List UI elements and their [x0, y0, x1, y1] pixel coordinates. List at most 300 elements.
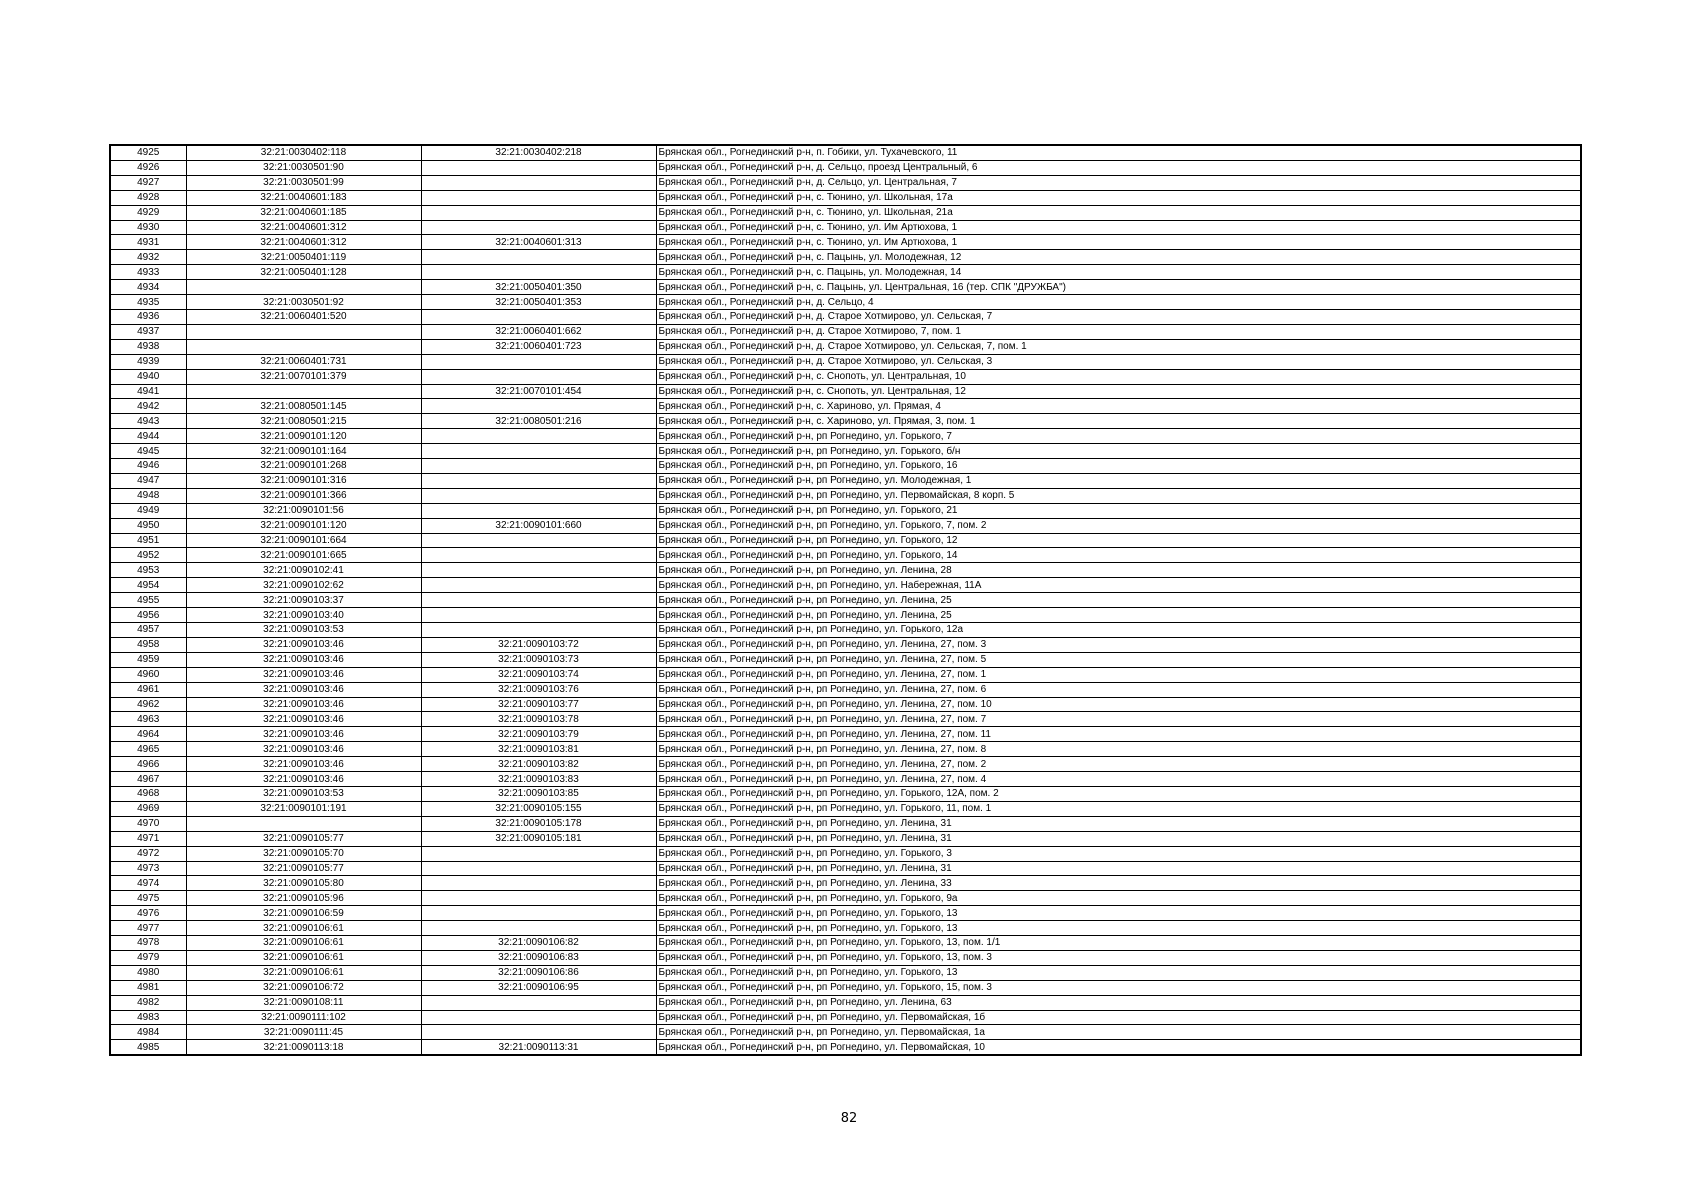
- cadastral-number-cell: 32:21:0030501:99: [186, 175, 421, 190]
- table-row: [110, 518, 1581, 533]
- address-cell: Брянская обл., Рогнединский р-н, с. Пацынь, ул. Центральная, 16 (тер. СПК "ДРУЖБА"): [656, 280, 1581, 295]
- cadastral-number-cell: 32:21:0080501:215: [186, 414, 421, 429]
- row-number-cell: 4926: [110, 160, 186, 175]
- row-number-cell: 4984: [110, 1025, 186, 1040]
- row-number-cell: 4962: [110, 697, 186, 712]
- object-number-cell: 32:21:0090105:178: [421, 816, 656, 831]
- address-cell: Брянская обл., Рогнединский р-н, рп Рогнедино, ул. Горького, 13: [656, 921, 1581, 936]
- table-row: [110, 980, 1581, 995]
- object-number-cell: [421, 160, 656, 175]
- cadastral-number-cell: 32:21:0090101:120: [186, 429, 421, 444]
- cadastral-number-cell: 32:21:0040601:185: [186, 205, 421, 220]
- cadastral-number-cell: 32:21:0090103:37: [186, 593, 421, 608]
- table-row: [110, 1025, 1581, 1040]
- object-number-cell: 32:21:0050401:353: [421, 295, 656, 310]
- row-number-cell: 4965: [110, 742, 186, 757]
- address-cell: Брянская обл., Рогнединский р-н, рп Рогнедино, ул. Горького, 12а: [656, 623, 1581, 638]
- address-cell: Брянская обл., Рогнединский р-н, рп Рогнедино, ул. Ленина, 27, пом. 4: [656, 772, 1581, 787]
- object-number-cell: [421, 548, 656, 563]
- row-number-cell: 4967: [110, 772, 186, 787]
- object-number-cell: [421, 891, 656, 906]
- registry-table-body: [110, 145, 1581, 1055]
- cadastral-number-cell: 32:21:0090105:80: [186, 876, 421, 891]
- row-number-cell: 4952: [110, 548, 186, 563]
- table-row: [110, 429, 1581, 444]
- object-number-cell: [421, 578, 656, 593]
- table-row: [110, 831, 1581, 846]
- address-cell: Брянская обл., Рогнединский р-н, рп Рогнедино, ул. Ленина, 28: [656, 563, 1581, 578]
- object-number-cell: [421, 906, 656, 921]
- cadastral-number-cell: 32:21:0090103:46: [186, 637, 421, 652]
- row-number-cell: 4972: [110, 846, 186, 861]
- table-row: [110, 488, 1581, 503]
- object-number-cell: 32:21:0070101:454: [421, 384, 656, 399]
- table-row: [110, 295, 1581, 310]
- cadastral-number-cell: 32:21:0090106:61: [186, 936, 421, 951]
- table-row: [110, 742, 1581, 757]
- address-cell: Брянская обл., Рогнединский р-н, рп Рогнедино, ул. Ленина, 27, пом. 1: [656, 667, 1581, 682]
- table-row: [110, 503, 1581, 518]
- object-number-cell: [421, 473, 656, 488]
- table-row: [110, 160, 1581, 175]
- row-number-cell: 4939: [110, 354, 186, 369]
- address-cell: Брянская обл., Рогнединский р-н, с. Пацынь, ул. Молодежная, 14: [656, 265, 1581, 280]
- cadastral-number-cell: 32:21:0030402:118: [186, 145, 421, 160]
- table-row: [110, 280, 1581, 295]
- object-number-cell: [421, 265, 656, 280]
- address-cell: Брянская обл., Рогнединский р-н, с. Хариново, ул. Прямая, 4: [656, 399, 1581, 414]
- cadastral-number-cell: 32:21:0090103:46: [186, 712, 421, 727]
- object-number-cell: 32:21:0050401:350: [421, 280, 656, 295]
- row-number-cell: 4960: [110, 667, 186, 682]
- row-number-cell: 4946: [110, 459, 186, 474]
- row-number-cell: 4945: [110, 444, 186, 459]
- cadastral-number-cell: 32:21:0090103:46: [186, 667, 421, 682]
- table-row: [110, 473, 1581, 488]
- cadastral-number-cell: 32:21:0090103:46: [186, 727, 421, 742]
- table-row: [110, 682, 1581, 697]
- object-number-cell: 32:21:0080501:216: [421, 414, 656, 429]
- address-cell: Брянская обл., Рогнединский р-н, рп Рогнедино, ул. Горького, 13: [656, 906, 1581, 921]
- row-number-cell: 4931: [110, 235, 186, 250]
- row-number-cell: 4982: [110, 995, 186, 1010]
- address-cell: Брянская обл., Рогнединский р-н, рп Рогнедино, ул. Ленина, 27, пом. 3: [656, 637, 1581, 652]
- cadastral-number-cell: 32:21:0090106:59: [186, 906, 421, 921]
- object-number-cell: 32:21:0090103:72: [421, 637, 656, 652]
- row-number-cell: 4942: [110, 399, 186, 414]
- object-number-cell: [421, 369, 656, 384]
- cadastral-number-cell: 32:21:0090103:46: [186, 742, 421, 757]
- cadastral-number-cell: 32:21:0090103:53: [186, 786, 421, 801]
- cadastral-number-cell: 32:21:0040601:312: [186, 220, 421, 235]
- row-number-cell: 4956: [110, 608, 186, 623]
- table-row: [110, 235, 1581, 250]
- object-number-cell: [421, 444, 656, 459]
- cadastral-number-cell: 32:21:0040601:312: [186, 235, 421, 250]
- table-row: [110, 593, 1581, 608]
- address-cell: Брянская обл., Рогнединский р-н, рп Рогнедино, ул. Горького, 21: [656, 503, 1581, 518]
- cadastral-number-cell: 32:21:0060401:520: [186, 309, 421, 324]
- table-row: [110, 652, 1581, 667]
- address-cell: Брянская обл., Рогнединский р-н, рп Рогнедино, ул. Ленина, 27, пом. 5: [656, 652, 1581, 667]
- cadastral-number-cell: 32:21:0090103:46: [186, 697, 421, 712]
- table-row: [110, 444, 1581, 459]
- table-row: [110, 399, 1581, 414]
- object-number-cell: [421, 309, 656, 324]
- row-number-cell: 4955: [110, 593, 186, 608]
- object-number-cell: 32:21:0090103:73: [421, 652, 656, 667]
- cadastral-number-cell: 32:21:0090101:56: [186, 503, 421, 518]
- table-row: [110, 190, 1581, 205]
- object-number-cell: [421, 399, 656, 414]
- address-cell: Брянская обл., Рогнединский р-н, рп Рогнедино, ул. Горького, 15, пом. 3: [656, 980, 1581, 995]
- row-number-cell: 4970: [110, 816, 186, 831]
- table-row: [110, 906, 1581, 921]
- table-row: [110, 846, 1581, 861]
- object-number-cell: 32:21:0040601:313: [421, 235, 656, 250]
- table-row: [110, 250, 1581, 265]
- object-number-cell: 32:21:0090103:78: [421, 712, 656, 727]
- cadastral-number-cell: 32:21:0090102:62: [186, 578, 421, 593]
- row-number-cell: 4974: [110, 876, 186, 891]
- table-row: [110, 354, 1581, 369]
- row-number-cell: 4930: [110, 220, 186, 235]
- registry-table: [109, 144, 1582, 1056]
- row-number-cell: 4964: [110, 727, 186, 742]
- row-number-cell: 4932: [110, 250, 186, 265]
- cadastral-number-cell: 32:21:0090101:664: [186, 533, 421, 548]
- object-number-cell: 32:21:0090103:76: [421, 682, 656, 697]
- table-row: [110, 205, 1581, 220]
- address-cell: Брянская обл., Рогнединский р-н, рп Рогнедино, ул. Ленина, 31: [656, 816, 1581, 831]
- row-number-cell: 4973: [110, 861, 186, 876]
- address-cell: Брянская обл., Рогнединский р-н, рп Рогнедино, ул. Первомайская, 8 корп. 5: [656, 488, 1581, 503]
- table-row: [110, 578, 1581, 593]
- row-number-cell: 4968: [110, 786, 186, 801]
- address-cell: Брянская обл., Рогнединский р-н, д. Сельцо, 4: [656, 295, 1581, 310]
- cadastral-number-cell: [186, 384, 421, 399]
- address-cell: Брянская обл., Рогнединский р-н, рп Рогнедино, ул. Набережная, 11А: [656, 578, 1581, 593]
- row-number-cell: 4969: [110, 801, 186, 816]
- address-cell: Брянская обл., Рогнединский р-н, д. Старое Хотмирово, ул. Сельская, 7: [656, 309, 1581, 324]
- table-row: [110, 309, 1581, 324]
- object-number-cell: [421, 593, 656, 608]
- object-number-cell: 32:21:0090106:82: [421, 936, 656, 951]
- cadastral-number-cell: [186, 280, 421, 295]
- object-number-cell: 32:21:0060401:662: [421, 324, 656, 339]
- table-row: [110, 369, 1581, 384]
- address-cell: Брянская обл., Рогнединский р-н, д. Старое Хотмирово, 7, пом. 1: [656, 324, 1581, 339]
- address-cell: Брянская обл., Рогнединский р-н, рп Рогнедино, ул. Ленина, 31: [656, 861, 1581, 876]
- row-number-cell: 4961: [110, 682, 186, 697]
- object-number-cell: 32:21:0090103:83: [421, 772, 656, 787]
- table-row: [110, 697, 1581, 712]
- table-row: [110, 459, 1581, 474]
- object-number-cell: 32:21:0030402:218: [421, 145, 656, 160]
- row-number-cell: 4935: [110, 295, 186, 310]
- cadastral-number-cell: 32:21:0090105:96: [186, 891, 421, 906]
- row-number-cell: 4940: [110, 369, 186, 384]
- address-cell: Брянская обл., Рогнединский р-н, рп Рогнедино, ул. Ленина, 27, пом. 6: [656, 682, 1581, 697]
- table-row: [110, 339, 1581, 354]
- address-cell: Брянская обл., Рогнединский р-н, рп Рогнедино, ул. Ленина, 63: [656, 995, 1581, 1010]
- table-row: [110, 921, 1581, 936]
- address-cell: Брянская обл., Рогнединский р-н, с. Тюнино, ул. Школьная, 21а: [656, 205, 1581, 220]
- cadastral-number-cell: 32:21:0090106:61: [186, 921, 421, 936]
- address-cell: Брянская обл., Рогнединский р-н, рп Рогнедино, ул. Горького, 7, пом. 2: [656, 518, 1581, 533]
- cadastral-number-cell: 32:21:0090102:41: [186, 563, 421, 578]
- table-row: [110, 623, 1581, 638]
- row-number-cell: 4937: [110, 324, 186, 339]
- row-number-cell: 4963: [110, 712, 186, 727]
- row-number-cell: 4943: [110, 414, 186, 429]
- cadastral-number-cell: [186, 339, 421, 354]
- row-number-cell: 4936: [110, 309, 186, 324]
- table-row: [110, 965, 1581, 980]
- cadastral-number-cell: [186, 816, 421, 831]
- address-cell: Брянская обл., Рогнединский р-н, рп Рогнедино, ул. Горького, 9а: [656, 891, 1581, 906]
- row-number-cell: 4979: [110, 950, 186, 965]
- object-number-cell: 32:21:0090105:181: [421, 831, 656, 846]
- object-number-cell: 32:21:0090103:82: [421, 757, 656, 772]
- object-number-cell: [421, 503, 656, 518]
- address-cell: Брянская обл., Рогнединский р-н, с. Хариново, ул. Прямая, 3, пом. 1: [656, 414, 1581, 429]
- cadastral-number-cell: 32:21:0050401:119: [186, 250, 421, 265]
- table-row: [110, 950, 1581, 965]
- cadastral-number-cell: 32:21:0090106:61: [186, 965, 421, 980]
- object-number-cell: 32:21:0090103:81: [421, 742, 656, 757]
- table-row: [110, 563, 1581, 578]
- address-cell: Брянская обл., Рогнединский р-н, рп Рогнедино, ул. Первомайская, 1б: [656, 1010, 1581, 1025]
- object-number-cell: 32:21:0090106:86: [421, 965, 656, 980]
- table-row: [110, 667, 1581, 682]
- object-number-cell: [421, 488, 656, 503]
- table-row: [110, 861, 1581, 876]
- object-number-cell: 32:21:0060401:723: [421, 339, 656, 354]
- address-cell: Брянская обл., Рогнединский р-н, рп Рогнедино, ул. Ленина, 27, пом. 10: [656, 697, 1581, 712]
- address-cell: Брянская обл., Рогнединский р-н, рп Рогнедино, ул. Горького, 11, пом. 1: [656, 801, 1581, 816]
- table-row: [110, 801, 1581, 816]
- table-row: [110, 891, 1581, 906]
- table-row: [110, 876, 1581, 891]
- table-row: [110, 175, 1581, 190]
- address-cell: Брянская обл., Рогнединский р-н, рп Рогнедино, ул. Горького, б/н: [656, 444, 1581, 459]
- object-number-cell: [421, 921, 656, 936]
- table-row: [110, 727, 1581, 742]
- address-cell: Брянская обл., Рогнединский р-н, рп Рогнедино, ул. Горького, 14: [656, 548, 1581, 563]
- page-number: 82: [840, 1111, 858, 1126]
- address-cell: Брянская обл., Рогнединский р-н, д. Сельцо, ул. Центральная, 7: [656, 175, 1581, 190]
- cadastral-number-cell: 32:21:0090113:18: [186, 1040, 421, 1055]
- cadastral-number-cell: 32:21:0090105:77: [186, 831, 421, 846]
- row-number-cell: 4928: [110, 190, 186, 205]
- row-number-cell: 4947: [110, 473, 186, 488]
- object-number-cell: 32:21:0090106:83: [421, 950, 656, 965]
- address-cell: Брянская обл., Рогнединский р-н, с. Тюнино, ул. Школьная, 17а: [656, 190, 1581, 205]
- row-number-cell: 4980: [110, 965, 186, 980]
- address-cell: Брянская обл., Рогнединский р-н, рп Рогнедино, ул. Ленина, 27, пом. 8: [656, 742, 1581, 757]
- cadastral-number-cell: 32:21:0090111:45: [186, 1025, 421, 1040]
- object-number-cell: 32:21:0090101:660: [421, 518, 656, 533]
- table-row: [110, 995, 1581, 1010]
- address-cell: Брянская обл., Рогнединский р-н, д. Старое Хотмирово, ул. Сельская, 3: [656, 354, 1581, 369]
- cadastral-number-cell: 32:21:0030501:92: [186, 295, 421, 310]
- row-number-cell: 4983: [110, 1010, 186, 1025]
- address-cell: Брянская обл., Рогнединский р-н, рп Рогнедино, ул. Горького, 13, пом. 3: [656, 950, 1581, 965]
- cadastral-number-cell: 32:21:0090106:72: [186, 980, 421, 995]
- cadastral-number-cell: 32:21:0090101:366: [186, 488, 421, 503]
- table-row: [110, 936, 1581, 951]
- object-number-cell: [421, 876, 656, 891]
- row-number-cell: 4981: [110, 980, 186, 995]
- cadastral-number-cell: 32:21:0090103:46: [186, 682, 421, 697]
- row-number-cell: 4976: [110, 906, 186, 921]
- table-row: [110, 712, 1581, 727]
- row-number-cell: 4951: [110, 533, 186, 548]
- cadastral-number-cell: 32:21:0090101:120: [186, 518, 421, 533]
- address-cell: Брянская обл., Рогнединский р-н, д. Сельцо, проезд Центральный, 6: [656, 160, 1581, 175]
- object-number-cell: 32:21:0090103:79: [421, 727, 656, 742]
- object-number-cell: [421, 861, 656, 876]
- object-number-cell: [421, 608, 656, 623]
- table-row: [110, 772, 1581, 787]
- address-cell: Брянская обл., Рогнединский р-н, с. Тюнино, ул. Им Артюхова, 1: [656, 220, 1581, 235]
- cadastral-number-cell: 32:21:0040601:183: [186, 190, 421, 205]
- object-number-cell: [421, 1025, 656, 1040]
- object-number-cell: [421, 1010, 656, 1025]
- address-cell: Брянская обл., Рогнединский р-н, с. Снопоть, ул. Центральная, 12: [656, 384, 1581, 399]
- address-cell: Брянская обл., Рогнединский р-н, рп Рогнедино, ул. Горького, 13: [656, 965, 1581, 980]
- address-cell: Брянская обл., Рогнединский р-н, рп Рогнедино, ул. Первомайская, 1а: [656, 1025, 1581, 1040]
- row-number-cell: 4938: [110, 339, 186, 354]
- table-row: [110, 757, 1581, 772]
- cadastral-number-cell: 32:21:0090105:70: [186, 846, 421, 861]
- object-number-cell: [421, 250, 656, 265]
- row-number-cell: 4959: [110, 652, 186, 667]
- object-number-cell: [421, 563, 656, 578]
- object-number-cell: [421, 175, 656, 190]
- object-number-cell: 32:21:0090103:77: [421, 697, 656, 712]
- address-cell: Брянская обл., Рогнединский р-н, рп Рогнедино, ул. Горького, 3: [656, 846, 1581, 861]
- address-cell: Брянская обл., Рогнединский р-н, рп Рогнедино, ул. Ленина, 33: [656, 876, 1581, 891]
- cadastral-number-cell: 32:21:0090101:164: [186, 444, 421, 459]
- table-row: [110, 145, 1581, 160]
- cadastral-number-cell: 32:21:0080501:145: [186, 399, 421, 414]
- object-number-cell: [421, 995, 656, 1010]
- cadastral-number-cell: 32:21:0090103:53: [186, 623, 421, 638]
- cadastral-number-cell: 32:21:0090101:191: [186, 801, 421, 816]
- object-number-cell: 32:21:0090113:31: [421, 1040, 656, 1055]
- cadastral-number-cell: 32:21:0090108:11: [186, 995, 421, 1010]
- table-row: [110, 414, 1581, 429]
- table-row: [110, 786, 1581, 801]
- row-number-cell: 4927: [110, 175, 186, 190]
- row-number-cell: 4978: [110, 936, 186, 951]
- row-number-cell: 4950: [110, 518, 186, 533]
- row-number-cell: 4944: [110, 429, 186, 444]
- row-number-cell: 4958: [110, 637, 186, 652]
- address-cell: Брянская обл., Рогнединский р-н, рп Рогнедино, ул. Ленина, 27, пом. 2: [656, 757, 1581, 772]
- address-cell: Брянская обл., Рогнединский р-н, рп Рогнедино, ул. Ленина, 27, пом. 11: [656, 727, 1581, 742]
- address-cell: Брянская обл., Рогнединский р-н, рп Рогнедино, ул. Ленина, 25: [656, 608, 1581, 623]
- cadastral-number-cell: 32:21:0090101:316: [186, 473, 421, 488]
- table-row: [110, 548, 1581, 563]
- object-number-cell: [421, 354, 656, 369]
- cadastral-number-cell: 32:21:0090103:46: [186, 757, 421, 772]
- object-number-cell: 32:21:0090106:95: [421, 980, 656, 995]
- cadastral-number-cell: 32:21:0060401:731: [186, 354, 421, 369]
- address-cell: Брянская обл., Рогнединский р-н, с. Пацынь, ул. Молодежная, 12: [656, 250, 1581, 265]
- address-cell: Брянская обл., Рогнединский р-н, рп Рогнедино, ул. Горького, 16: [656, 459, 1581, 474]
- table-row: [110, 324, 1581, 339]
- address-cell: Брянская обл., Рогнединский р-н, п. Гобики, ул. Тухачевского, 11: [656, 145, 1581, 160]
- cadastral-number-cell: 32:21:0030501:90: [186, 160, 421, 175]
- object-number-cell: [421, 459, 656, 474]
- address-cell: Брянская обл., Рогнединский р-н, рп Рогнедино, ул. Горького, 12: [656, 533, 1581, 548]
- object-number-cell: [421, 220, 656, 235]
- object-number-cell: [421, 205, 656, 220]
- row-number-cell: 4971: [110, 831, 186, 846]
- object-number-cell: [421, 533, 656, 548]
- row-number-cell: 4929: [110, 205, 186, 220]
- cadastral-number-cell: 32:21:0070101:379: [186, 369, 421, 384]
- address-cell: Брянская обл., Рогнединский р-н, рп Рогнедино, ул. Горького, 12А, пом. 2: [656, 786, 1581, 801]
- object-number-cell: [421, 623, 656, 638]
- table-row: [110, 265, 1581, 280]
- object-number-cell: [421, 190, 656, 205]
- row-number-cell: 4948: [110, 488, 186, 503]
- address-cell: Брянская обл., Рогнединский р-н, рп Рогнедино, ул. Ленина, 25: [656, 593, 1581, 608]
- cadastral-number-cell: 32:21:0050401:128: [186, 265, 421, 280]
- row-number-cell: 4957: [110, 623, 186, 638]
- cadastral-number-cell: 32:21:0090106:61: [186, 950, 421, 965]
- object-number-cell: [421, 846, 656, 861]
- row-number-cell: 4977: [110, 921, 186, 936]
- row-number-cell: 4941: [110, 384, 186, 399]
- cadastral-number-cell: 32:21:0090101:665: [186, 548, 421, 563]
- cadastral-number-cell: 32:21:0090105:77: [186, 861, 421, 876]
- row-number-cell: 4925: [110, 145, 186, 160]
- row-number-cell: 4954: [110, 578, 186, 593]
- address-cell: Брянская обл., Рогнединский р-н, рп Рогнедино, ул. Горького, 13, пом. 1/1: [656, 936, 1581, 951]
- table-row: [110, 1010, 1581, 1025]
- object-number-cell: 32:21:0090105:155: [421, 801, 656, 816]
- table-row: [110, 384, 1581, 399]
- row-number-cell: 4933: [110, 265, 186, 280]
- object-number-cell: 32:21:0090103:74: [421, 667, 656, 682]
- table-row: [110, 608, 1581, 623]
- address-cell: Брянская обл., Рогнединский р-н, рп Рогнедино, ул. Ленина, 27, пом. 7: [656, 712, 1581, 727]
- cadastral-number-cell: 32:21:0090101:268: [186, 459, 421, 474]
- object-number-cell: 32:21:0090103:85: [421, 786, 656, 801]
- table-row: [110, 220, 1581, 235]
- row-number-cell: 4953: [110, 563, 186, 578]
- row-number-cell: 4949: [110, 503, 186, 518]
- cadastral-number-cell: 32:21:0090103:40: [186, 608, 421, 623]
- table-row: [110, 533, 1581, 548]
- address-cell: Брянская обл., Рогнединский р-н, с. Тюнино, ул. Им Артюхова, 1: [656, 235, 1581, 250]
- address-cell: Брянская обл., Рогнединский р-н, рп Рогнедино, ул. Молодежная, 1: [656, 473, 1581, 488]
- table-row: [110, 637, 1581, 652]
- address-cell: Брянская обл., Рогнединский р-н, рп Рогнедино, ул. Первомайская, 10: [656, 1040, 1581, 1055]
- address-cell: Брянская обл., Рогнединский р-н, д. Старое Хотмирово, ул. Сельская, 7, пом. 1: [656, 339, 1581, 354]
- cadastral-number-cell: 32:21:0090103:46: [186, 772, 421, 787]
- address-cell: Брянская обл., Рогнединский р-н, рп Рогнедино, ул. Ленина, 31: [656, 831, 1581, 846]
- address-cell: Брянская обл., Рогнединский р-н, с. Снопоть, ул. Центральная, 10: [656, 369, 1581, 384]
- address-cell: Брянская обл., Рогнединский р-н, рп Рогнедино, ул. Горького, 7: [656, 429, 1581, 444]
- row-number-cell: 4985: [110, 1040, 186, 1055]
- object-number-cell: [421, 429, 656, 444]
